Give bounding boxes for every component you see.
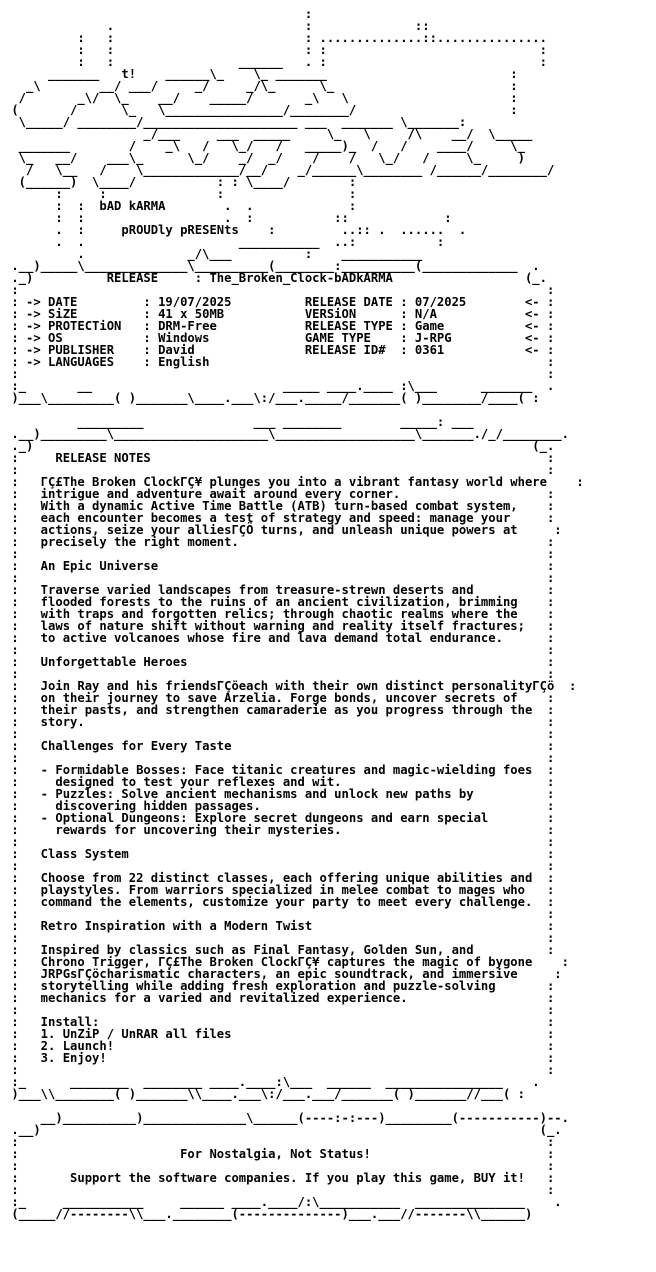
nfo-document: : . : :: : : : ..............::............... : : : : : : : ______ . : : _______ t! ______\_ \_ _______ : _\ __/ ___/ _/ _/\_ \_ : / _\/ \_ __/ _____/ _\ \ : ( / \_ \________________/________/ : \_____/ ________/_____________________ ___ _______ \_______: _/___ ___ _____ \_ \ /\ __/ \_____ _______ / _\ / \_/ / _____)_ / / ____/ \_ \_ __/ ___\_ \_/ _/ _/ / / \_/ / \_ ) / \__ / \_____________/__/ _/______\________ /______/________/ (______) \____/ : : \____/ : : : : : : : bAD kARMA . . : : : . : :: : . : pROUDly pRESENts : ..:: . ...... . . . ___________ ..: : . _/\___ : ___________ .__)_____\______________\__________(________:__________(_____________ . ._) RELEASE : The_Broken_Clock-bADkARMA (_. : : : -> DATE : 19/07/2025 RELEASE DATE : 07/2025 <- : : -> SiZE : 41 x 50MB VERSiON : N/A <- : : -> PROTECTiON : DRM-Free RELEASE TYPE : Game <- : : -> OS : Windows GAME TYPE : J-RPG <- : : -> PUBLISHER : David RELEASE ID# : 0361 <- : : -> LANGUAGES : English : : : :_ __ _____ ____.____ :\___ _______ . )___\_________( )_______\____.___\:/___._____/_______( )________/____( : _________ ___ ________ _____: ___ .__)_________\_____________________\___________________\_______./_/________. ._) (_. : RELEASE NOTES : : : : ΓÇ£The Broken ClockΓÇ¥ plunges you into a vibrant fantasy world where : : intrigue and adventure await around every corner. : : With a dynamic Active Time Battle (ATB) turn-based combat system, : : each encounter becomes a test of strategy and speed: manage your : : actions, seize your alliesΓÇÖ turns, and unleash unique powers at : : precisely the right moment. : : : : An Epic Universe : : : : Traverse varied landscapes from treasure-strewn deserts and : : flooded forests to the ruins of an ancient civilization, brimming : : with traps and forgotten relics; through chaotic realms where the : : laws of nature shift without warning and reality itself fractures; : : to active volcanoes whose fire and lava demand total endurance. : : : : Unforgettable Heroes : : : : Join Ray and his friendsΓÇöeach with their own distinct personalityΓÇö : : on their journey to save Arzelia. Forge bonds, uncover secrets of : : their pasts, and strengthen camaraderie as you progress through the : : story. : : : : Challenges for Every Taste : : : : - Formidable Bosses: Face titanic creatures and magic-wielding foes : : designed to test your reflexes and wit. : : - Puzzles: Solve ancient mechanisms and unlock new paths by : : discovering hidden passages. : : - Optional Dungeons: Explore secret dungeons and earn special : : rewards for uncovering their mysteries. : : : : Class System : : : : Choose from 22 distinct classes, each offering unique abilities and : : playstyles. From warriors specialized in melee combat to mages who : : command the elements, customize your party to meet every challenge. : : : : Retro Inspiration with a Modern Twist : : : : Inspired by classics such as Final Fantasy, Golden Sun, and : : Chrono Trigger, ΓÇ£The Broken ClockΓÇ¥ captures the magic of bygone : : JRPGsΓÇöcharismatic characters, an epic soundtrack, and immersive : : storytelling while adding fresh exploration and puzzle-solving : : mechanics for a varied and revitalized experience. : : : : Install: : : 1. UnZiP / UnRAR all files : : 2. Launch! : : 3. Enjoy! : : : :_ ________ ________ ____.____:\___ ______ ________________ . )___\\________( )_______\\____.___\:/___.___/_______( )_______//___( : __)__________)______________\______(----:-:---)_________(-----------)--. .__) (_. : : : For Nostalgia, Not Status! : : : : Support the software companies. If you play this game, BUY it! : : : :_ ___________ ______ ____.____/:\___________ _______________ . (_____//--------\\___.________(--------------)___.___//-------\\______) (11, 7, 584, 1221)
